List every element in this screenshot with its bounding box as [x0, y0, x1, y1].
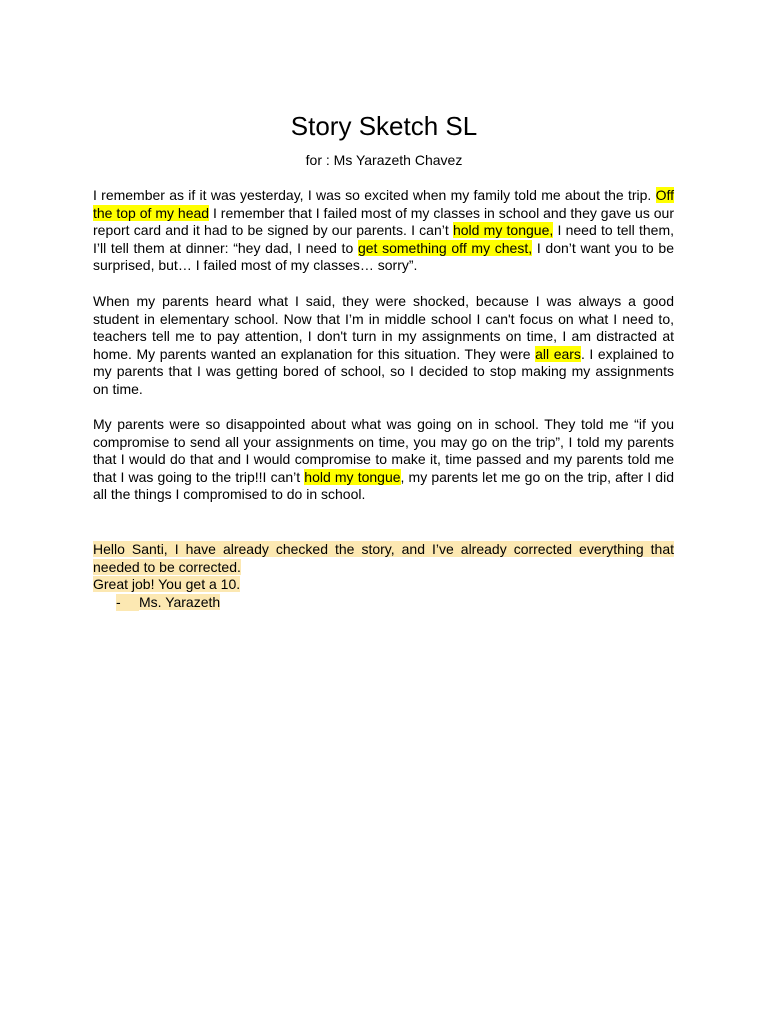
highlighted-idiom: all ears — [535, 345, 581, 362]
paragraph-text: , my parents let me go on the trip, after I did all the things I compromised to do in school. — [93, 468, 674, 503]
teacher-comment — [93, 541, 674, 611]
document-title: Story Sketch SL — [290, 111, 478, 141]
comment-line — [93, 541, 674, 576]
highlighted-idiom: Off the top of my head — [93, 187, 674, 221]
document-subtitle: for : Ms Yarazeth Chavez — [305, 152, 463, 168]
paragraph-text: My parents were so disappointed about what was going on in school. They told me “if you compromise to send all your assignments on time, you may go on the trip”, I told my parents that I would do that and I would compromise to make it, time passed and my parents told me that I was going to the trip!!I can’t — [93, 416, 674, 485]
paragraph-1 — [93, 187, 674, 275]
comment-grade: Great job! You get a 10. — [93, 576, 241, 593]
comment-signature: Ms. Yarazeth — [139, 593, 221, 610]
paragraph-text: . I explained to my parents that I was getting bored of school, so I decided to stop making my assignments on time. — [93, 345, 675, 397]
paragraph-text: I remember as if it was yesterday, I was so excited when my family told me about the trip. — [93, 187, 656, 203]
paragraph-text: I don’t want you to be surprised, but… I failed most of my classes… sorry”. — [93, 239, 674, 274]
comment-text: Hello Santi, I have already checked the story, and I’ve already corrected everything that needed to be corrected. — [93, 541, 674, 575]
paragraph-2 — [93, 293, 674, 399]
list-dash: - — [116, 594, 139, 612]
highlighted-idiom: hold my tongue — [304, 468, 401, 485]
paragraph-text: I need to tell them, I’ll tell them at dinner: “hey dad, I need to — [93, 222, 674, 256]
comment-grade-line — [93, 576, 674, 594]
paragraph-text: When my parents heard what I said, they were shocked, because I was always a good student in elementary school. Now that I’m in middle school I can't focus on what I need to, teachers tell me to pay attention, I don't turn in my assignments on time, I am distracted at home. My parents wanted an explanation for this situation. They were — [93, 293, 674, 362]
paragraph-3 — [93, 416, 674, 504]
comment-signoff — [93, 594, 674, 612]
highlighted-idiom: hold my tongue, — [452, 222, 554, 239]
paragraph-text: I remember that I failed most of my classes in school and they gave us our report card and it had to be signed by our parents. I can’t — [93, 204, 674, 239]
highlighted-idiom: get something off my chest, — [357, 239, 533, 256]
